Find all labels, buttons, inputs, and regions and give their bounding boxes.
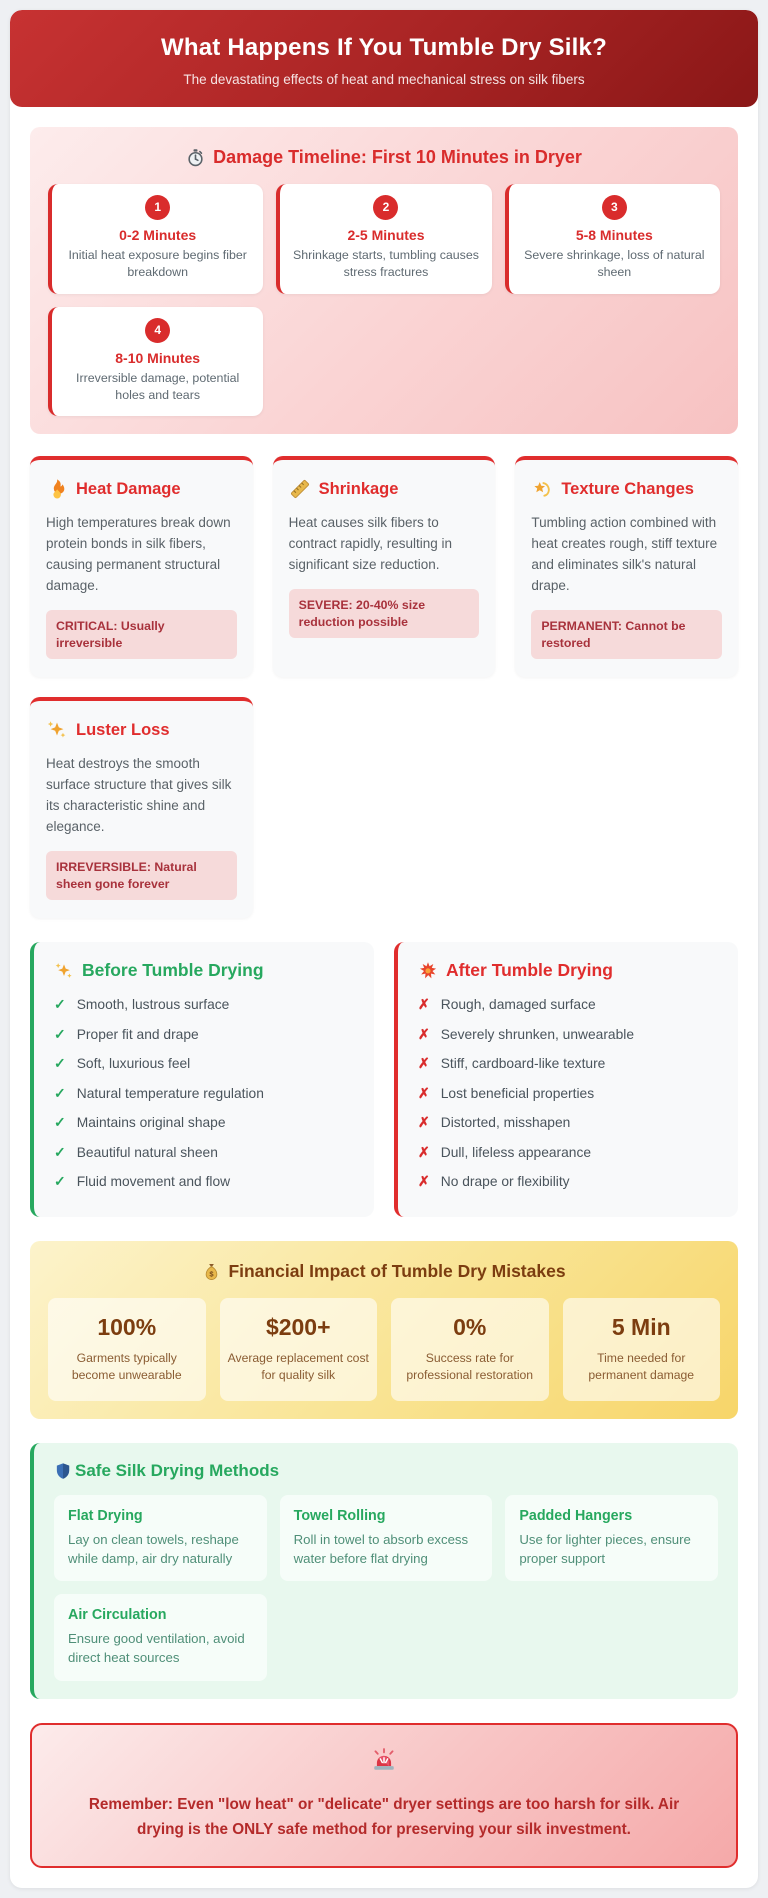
severity-badge: CRITICAL: Usually irreversible <box>46 610 237 659</box>
financial-impact-section <box>30 1241 738 1419</box>
stat-label: Success rate for professional restoration <box>406 1350 534 1383</box>
damage-card-header <box>289 478 480 500</box>
before-heading <box>54 960 354 981</box>
severity-badge: SEVERE: 20-40% size reduction possible <box>289 589 480 638</box>
step-description: Irreversible damage, potential holes and tears <box>76 370 240 403</box>
list-item-text: Beautiful natural sheen <box>76 1144 218 1160</box>
list-item-text: Fluid movement and flow <box>76 1174 231 1190</box>
list-item-text: Distorted, misshapen <box>440 1115 571 1131</box>
safe-methods-grid <box>54 1495 718 1681</box>
list-item <box>418 1173 718 1190</box>
method-description: Use for lighter pieces, ensure proper support <box>519 1532 691 1567</box>
list-item <box>418 1144 718 1161</box>
stopwatch-icon <box>186 148 205 167</box>
after-title: After Tumble Drying <box>446 960 613 981</box>
cross-mark: ✗ <box>418 1114 430 1131</box>
safe-methods-title: Safe Silk Drying Methods <box>75 1461 280 1481</box>
method-card <box>54 1594 267 1680</box>
step-description: Initial heat exposure begins fiber breakdown <box>68 248 247 280</box>
list-item <box>54 996 354 1013</box>
method-title: Flat Drying <box>68 1508 143 1525</box>
cross-mark: ✗ <box>418 1055 430 1072</box>
method-description: Roll in towel to absorb excess water before flat drying <box>293 1532 469 1567</box>
damage-card-description: Heat destroys the smooth surface structure that gives silk its characteristic shine and elegance. <box>46 756 232 835</box>
check-mark: ✓ <box>54 1143 66 1160</box>
damage-card-texture <box>515 456 738 677</box>
cross-mark: ✗ <box>418 996 430 1013</box>
list-item-text: Severely shrunken, unwearable <box>440 1026 635 1042</box>
stat-label: Average replacement cost for quality silk <box>227 1350 369 1383</box>
timeline-card <box>48 184 263 294</box>
list-item-text: Maintains original shape <box>76 1115 226 1131</box>
severity-badge: PERMANENT: Cannot be restored <box>531 610 722 659</box>
cross-mark: ✗ <box>418 1025 430 1042</box>
list-item-text: Smooth, lustrous surface <box>76 997 230 1013</box>
damage-card-title: Luster Loss <box>76 720 170 739</box>
damage-card-description: Tumbling action combined with heat creates rough, stiff texture and eliminates silk's natural drape. <box>531 515 718 594</box>
damage-card-title: Shrinkage <box>318 479 399 498</box>
list-item-text: Rough, damaged surface <box>440 997 596 1013</box>
cross-mark: ✗ <box>418 1084 430 1101</box>
list-item <box>54 1026 354 1043</box>
before-panel <box>30 942 374 1217</box>
page-title: What Happens If You Tumble Dry Silk? <box>161 34 607 61</box>
method-title: Air Circulation <box>68 1607 167 1624</box>
shield-icon <box>54 1462 72 1480</box>
stat-label: Garments typically become unwearable <box>71 1350 182 1383</box>
damage-card-title: Texture Changes <box>561 479 694 498</box>
timeline-card <box>505 184 720 294</box>
list-item <box>418 1114 718 1131</box>
timeline-heading <box>48 147 720 168</box>
fire-icon <box>46 478 68 500</box>
dizzy-star-icon <box>531 478 553 500</box>
method-title: Padded Hangers <box>519 1508 633 1525</box>
list-item-text: Soft, luxurious feel <box>76 1056 191 1072</box>
severity-badge: IRREVERSIBLE: Natural sheen gone forever <box>46 851 237 900</box>
list-item <box>54 1144 354 1161</box>
stat-card <box>48 1298 206 1401</box>
damage-timeline-section <box>30 127 738 434</box>
damage-card-title: Heat Damage <box>76 479 181 498</box>
comparison-section <box>30 942 738 1217</box>
list-item-text: Stiff, cardboard-like texture <box>440 1056 606 1072</box>
svg-text:$: $ <box>209 1269 215 1279</box>
siren-icon <box>62 1745 706 1782</box>
damage-cards-grid <box>30 456 738 918</box>
damage-card-heat <box>30 456 253 677</box>
warning-text: Remember: Even "low heat" or "delicate" dryer settings are too harsh for silk. Air drying is the ONLY safe method for preserving your silk investment. <box>88 1795 680 1838</box>
step-time: 5-8 Minutes <box>575 227 653 243</box>
list-item-text: Lost beneficial properties <box>440 1085 595 1101</box>
timeline-title: Damage Timeline: First 10 Minutes in Dryer <box>213 147 582 167</box>
step-number-badge: 1 <box>145 195 170 220</box>
damage-card-header <box>46 719 237 741</box>
stat-value: 100% <box>97 1313 157 1340</box>
list-item-text: Natural temperature regulation <box>76 1085 264 1101</box>
financial-stats-grid <box>48 1298 720 1401</box>
stat-value: 0% <box>453 1313 487 1340</box>
list-item <box>418 1055 718 1072</box>
cross-mark: ✗ <box>418 1173 430 1190</box>
list-item <box>54 1173 354 1190</box>
list-item <box>418 1026 718 1043</box>
after-heading <box>418 960 718 981</box>
damage-card-luster <box>30 697 253 918</box>
stat-card <box>220 1298 378 1401</box>
stat-card <box>563 1298 721 1401</box>
list-item <box>418 996 718 1013</box>
stat-card <box>391 1298 549 1401</box>
list-item <box>418 1085 718 1102</box>
damage-card-description: Heat causes silk fibers to contract rapidly, resulting in significant size reduction. <box>288 515 452 573</box>
page-header <box>10 10 758 107</box>
check-mark: ✓ <box>54 1025 66 1042</box>
method-card <box>54 1495 267 1581</box>
check-mark: ✓ <box>54 1114 66 1131</box>
safe-methods-heading <box>54 1461 718 1481</box>
list-item-text: No drape or flexibility <box>440 1174 570 1190</box>
method-description: Lay on clean towels, reshape while damp, air dry naturally <box>68 1532 239 1567</box>
check-mark: ✓ <box>54 996 66 1013</box>
list-item <box>54 1085 354 1102</box>
check-mark: ✓ <box>54 1055 66 1072</box>
warning-banner <box>30 1723 738 1868</box>
step-time: 2-5 Minutes <box>347 227 425 243</box>
method-title: Towel Rolling <box>293 1508 386 1525</box>
safe-methods-section <box>30 1443 738 1699</box>
stat-value: $200+ <box>265 1313 331 1340</box>
cross-mark: ✗ <box>418 1143 430 1160</box>
list-item-text: Proper fit and drape <box>76 1026 199 1042</box>
damage-card-header <box>46 478 237 500</box>
step-time: 0-2 Minutes <box>119 227 197 243</box>
step-number-badge: 4 <box>145 318 170 343</box>
step-time: 8-10 Minutes <box>115 349 201 366</box>
sparkles-icon <box>54 961 74 981</box>
damage-card-header <box>531 478 722 500</box>
stat-value: 5 Min <box>611 1313 671 1340</box>
check-mark: ✓ <box>54 1173 66 1190</box>
check-mark: ✓ <box>54 1084 66 1101</box>
after-panel <box>394 942 738 1217</box>
page-container <box>10 10 758 1888</box>
list-item <box>54 1055 354 1072</box>
damage-card-description: High temperatures break down protein bonds in silk fibers, causing permanent structural damage. <box>46 515 231 594</box>
step-description: Shrinkage starts, tumbling causes stress fractures <box>293 248 479 280</box>
step-number-badge: 2 <box>373 195 398 220</box>
timeline-grid <box>48 184 720 416</box>
method-card <box>280 1495 493 1581</box>
timeline-card <box>48 307 263 417</box>
money-bag-icon <box>202 1262 221 1281</box>
ruler-icon <box>289 478 311 500</box>
timeline-card <box>276 184 491 294</box>
step-description: Severe shrinkage, loss of natural sheen <box>524 248 705 280</box>
page-content <box>10 107 758 1888</box>
stat-label: Time needed for permanent damage <box>588 1350 695 1383</box>
page-subtitle: The devastating effects of heat and mechanical stress on silk fibers <box>183 72 585 87</box>
list-item <box>54 1114 354 1131</box>
method-description: Ensure good ventilation, avoid direct heat sources <box>68 1631 245 1666</box>
sparkles-icon <box>46 719 68 741</box>
damage-card-shrinkage <box>273 456 496 677</box>
before-title: Before Tumble Drying <box>82 960 264 981</box>
financial-title: Financial Impact of Tumble Dry Mistakes <box>228 1260 566 1281</box>
collision-icon <box>418 961 438 981</box>
financial-heading <box>48 1261 720 1282</box>
step-number-badge: 3 <box>602 195 627 220</box>
method-card <box>505 1495 718 1581</box>
list-item-text: Dull, lifeless appearance <box>440 1144 592 1160</box>
